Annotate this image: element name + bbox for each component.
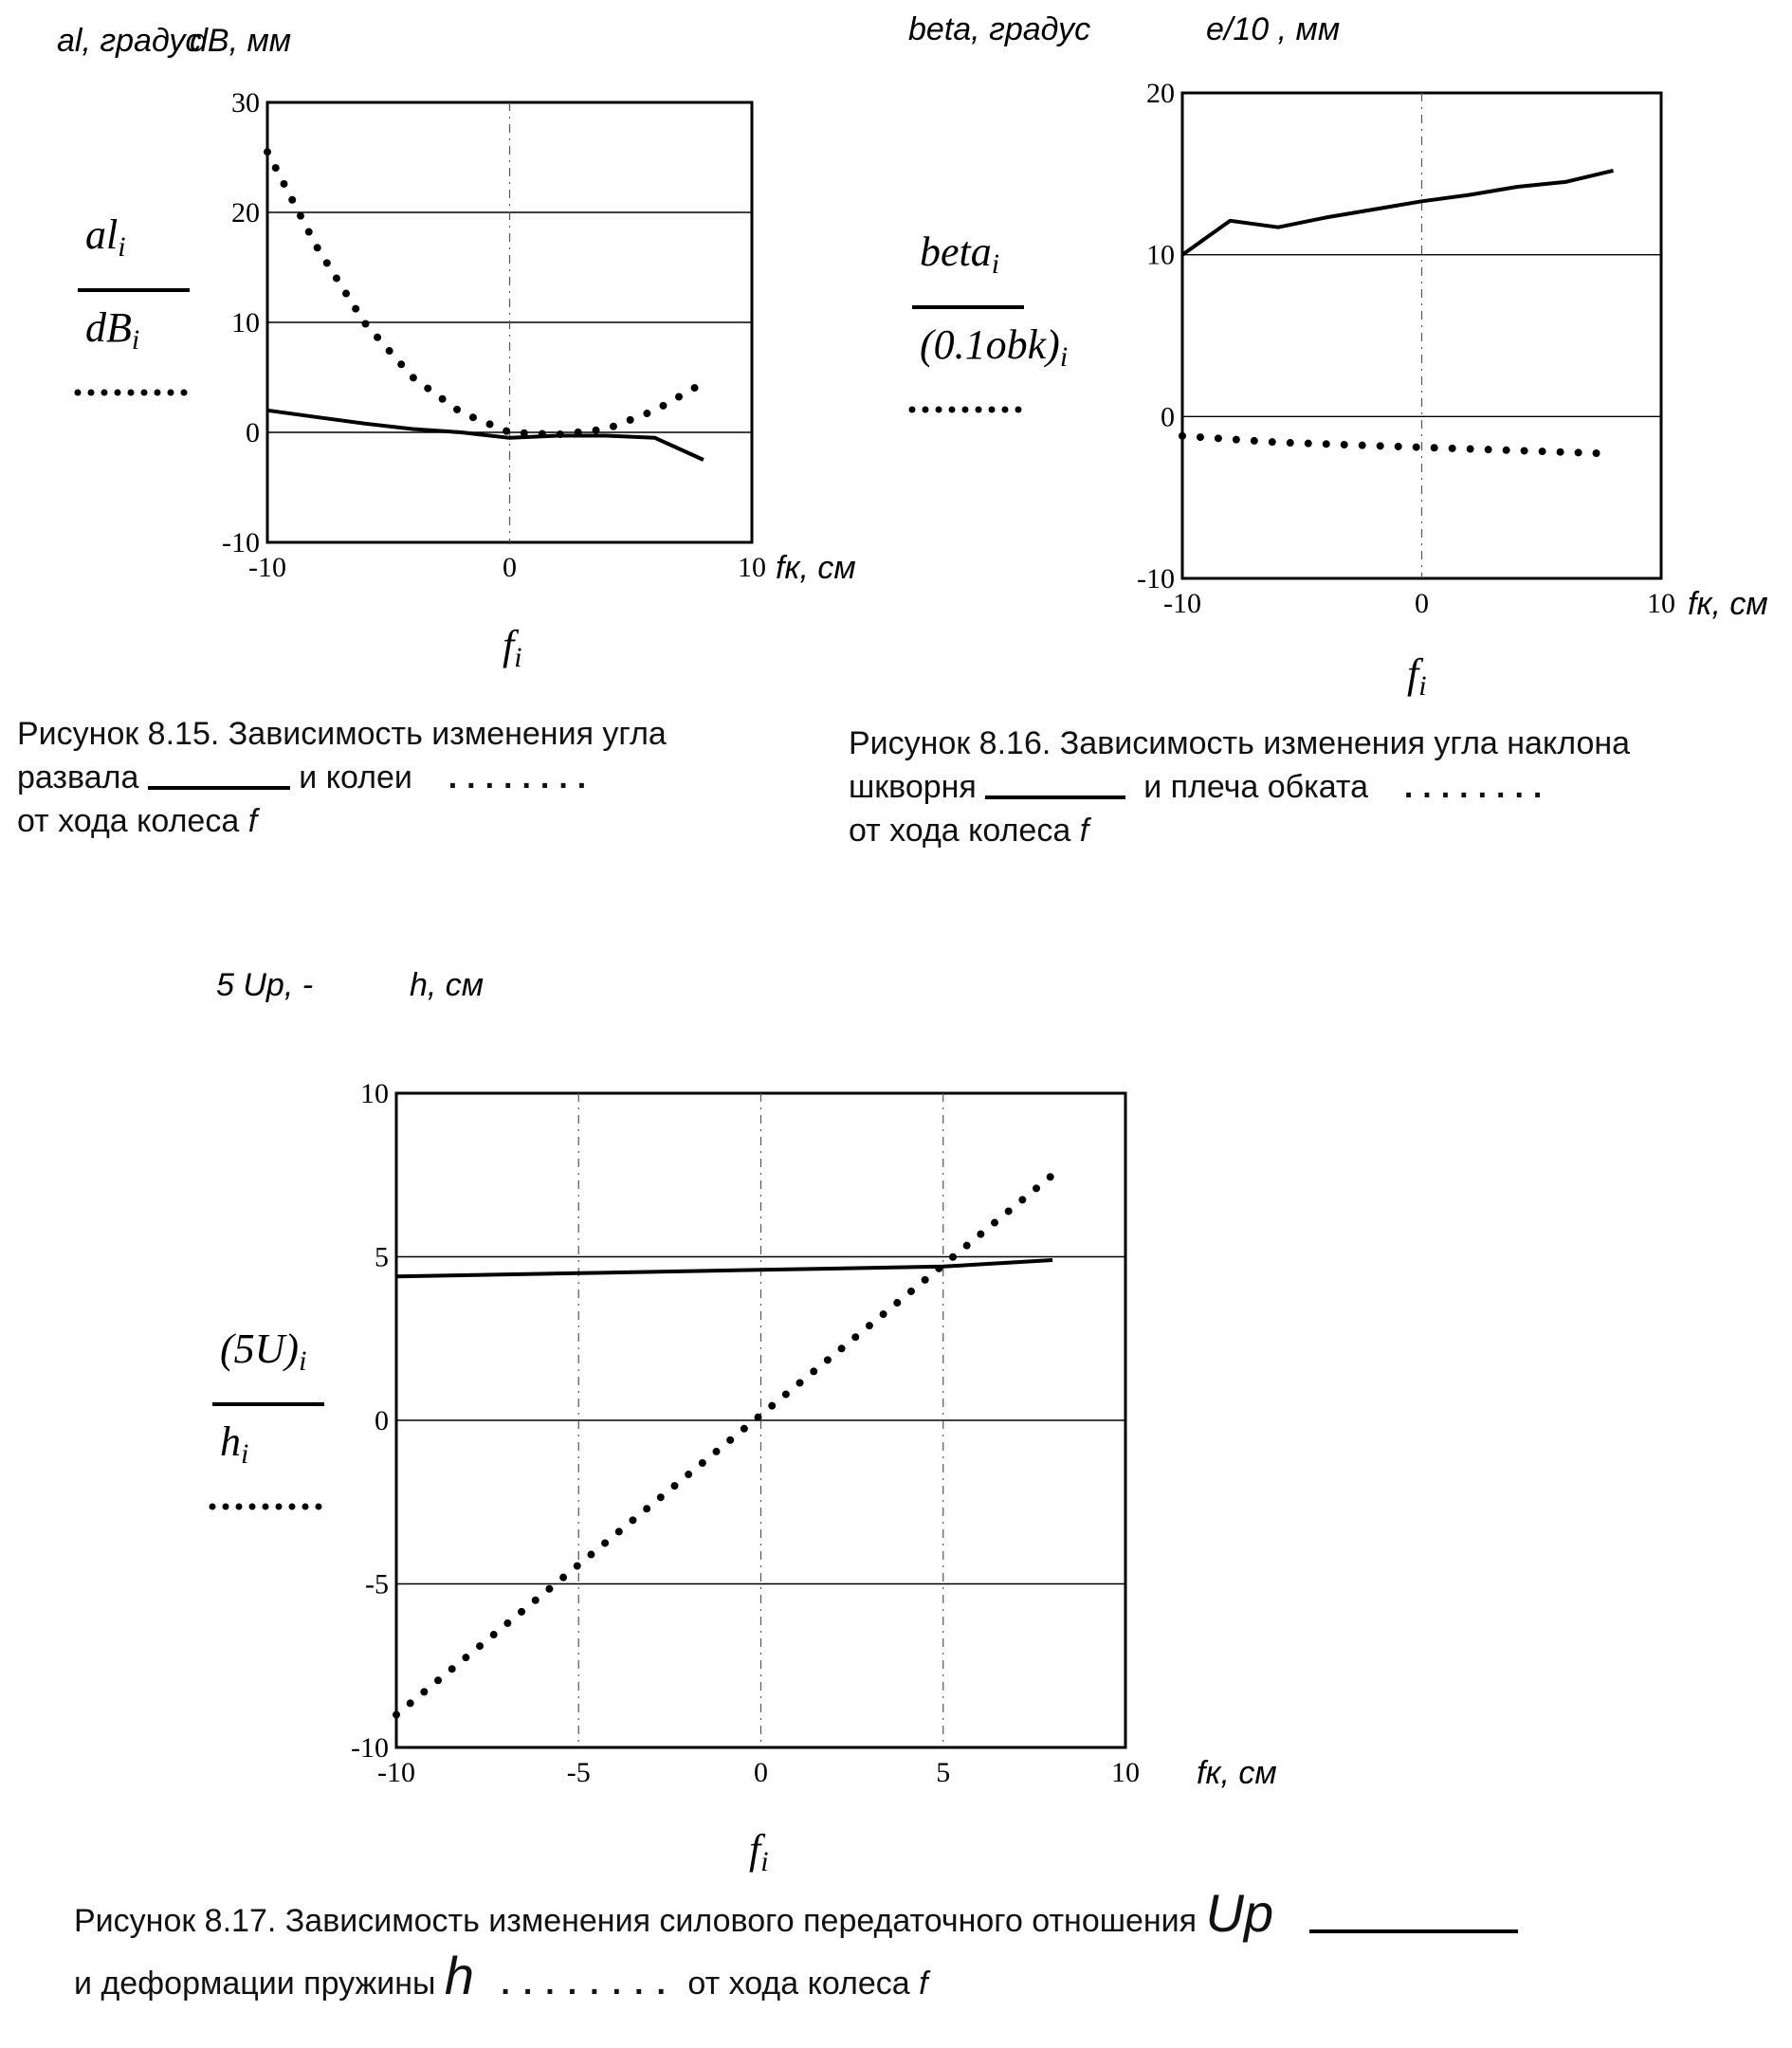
- caption-text: и плеча обката: [1143, 768, 1369, 805]
- x-tick-label: -10: [1163, 588, 1201, 619]
- caption-fig-8-16: [849, 722, 1778, 853]
- y-axis-unit-label: al, градус: [57, 23, 202, 59]
- y-tick-label: 20: [1146, 78, 1175, 109]
- x-tick-label: 10: [738, 552, 766, 583]
- x-axis-unit-label: fк, см: [1197, 1755, 1277, 1791]
- caption-text: шкворня: [849, 768, 977, 805]
- y-tick-label: 10: [360, 1078, 389, 1109]
- caption-var-h: h: [444, 1945, 475, 2005]
- y-axis-variable-solid: ali: [85, 211, 126, 263]
- series-line-solid: [1182, 171, 1614, 255]
- caption-text: и деформации пружины: [74, 1965, 445, 2002]
- series-line-dotted: [267, 152, 704, 434]
- y-axis-variable-solid: betai: [920, 229, 1000, 280]
- y-tick-label: 20: [231, 197, 260, 229]
- y-axis-variable-solid: (5U)i: [220, 1326, 307, 1377]
- caption-line: Рисунок 8.15. Зависимость изменения угла: [17, 716, 667, 752]
- caption-text: Рисунок 8.17. Зависимость изменения силового передаточного отношения: [74, 1903, 1206, 1939]
- x-tick-label: 0: [503, 552, 517, 583]
- y-tick-label: 0: [375, 1405, 389, 1436]
- y-tick-label: -10: [351, 1732, 389, 1764]
- caption-line: [849, 766, 1778, 810]
- y-axis-unit-label: dB, мм: [190, 23, 292, 59]
- y-axis-unit-label: beta, градус: [908, 11, 1091, 47]
- caption-text: развала: [17, 759, 139, 795]
- x-tick-label: 10: [1111, 1757, 1140, 1788]
- solid-line-legend: [1309, 1912, 1518, 1933]
- caption-text: и колеи: [299, 759, 412, 795]
- x-axis-unit-label: fк, см: [776, 550, 856, 586]
- y-axis-variable-dotted: hi: [220, 1418, 249, 1470]
- y-tick-label: -5: [365, 1568, 389, 1600]
- x-axis-variable: fi: [503, 622, 522, 673]
- caption-line: [74, 1945, 1762, 2012]
- x-tick-label: 0: [1415, 588, 1429, 619]
- caption-text: от хода колеса: [678, 1965, 920, 2002]
- series-line-solid: [396, 1260, 1052, 1276]
- y-tick-label: 0: [1161, 401, 1175, 433]
- x-axis-variable: fi: [1407, 650, 1427, 702]
- series-line-dotted: [1182, 436, 1614, 454]
- caption-var-f: f: [919, 1965, 928, 2002]
- caption-fig-8-15: [17, 713, 814, 844]
- solid-line-legend: [148, 769, 290, 790]
- x-axis-unit-label: fк, см: [1688, 586, 1768, 622]
- y-tick-label: 30: [231, 87, 260, 119]
- dotted-line-legend: ........: [448, 759, 596, 795]
- y-axis-variable-dotted: dBi: [85, 304, 140, 356]
- caption-line: [17, 800, 814, 844]
- x-tick-label: -5: [566, 1757, 591, 1788]
- caption-var-f: f: [247, 802, 258, 839]
- caption-fig-8-17: [74, 1883, 1762, 2012]
- y-tick-label: 10: [1146, 239, 1175, 271]
- x-axis-variable: fi: [749, 1826, 769, 1877]
- caption-line: [17, 757, 814, 800]
- y-tick-label: -10: [222, 527, 260, 558]
- y-tick-label: 5: [375, 1241, 389, 1273]
- solid-line-legend: [985, 778, 1125, 799]
- x-tick-label: -10: [377, 1757, 415, 1788]
- y-axis-unit-label: h, см: [410, 967, 485, 1003]
- x-tick-label: -10: [248, 552, 286, 583]
- caption-var-up: Up: [1205, 1883, 1274, 1943]
- caption-var-f: f: [1079, 812, 1089, 849]
- y-tick-label: -10: [1137, 563, 1175, 594]
- y-axis-variable-dotted: (0.1obk)i: [920, 321, 1069, 373]
- dotted-line-legend: ........: [1403, 768, 1552, 805]
- caption-line: [74, 1883, 1762, 1949]
- caption-line: [849, 810, 1778, 853]
- x-tick-label: 5: [936, 1757, 951, 1788]
- series-line-solid: [267, 411, 704, 460]
- series-line-dotted: [396, 1175, 1052, 1714]
- caption-line: Рисунок 8.16. Зависимость изменения угла наклона: [849, 725, 1631, 761]
- caption-text: от хода колеса: [17, 802, 248, 839]
- y-axis-unit-label: e/10 , мм: [1206, 11, 1341, 47]
- y-tick-label: 0: [246, 417, 260, 448]
- y-tick-label: 10: [231, 307, 260, 338]
- y-axis-unit-label: 5 Up, -: [216, 967, 314, 1003]
- x-tick-label: 0: [754, 1757, 768, 1788]
- dotted-line-legend: ........: [501, 1965, 679, 2002]
- caption-text: от хода колеса: [849, 812, 1080, 849]
- x-tick-label: 10: [1647, 588, 1675, 619]
